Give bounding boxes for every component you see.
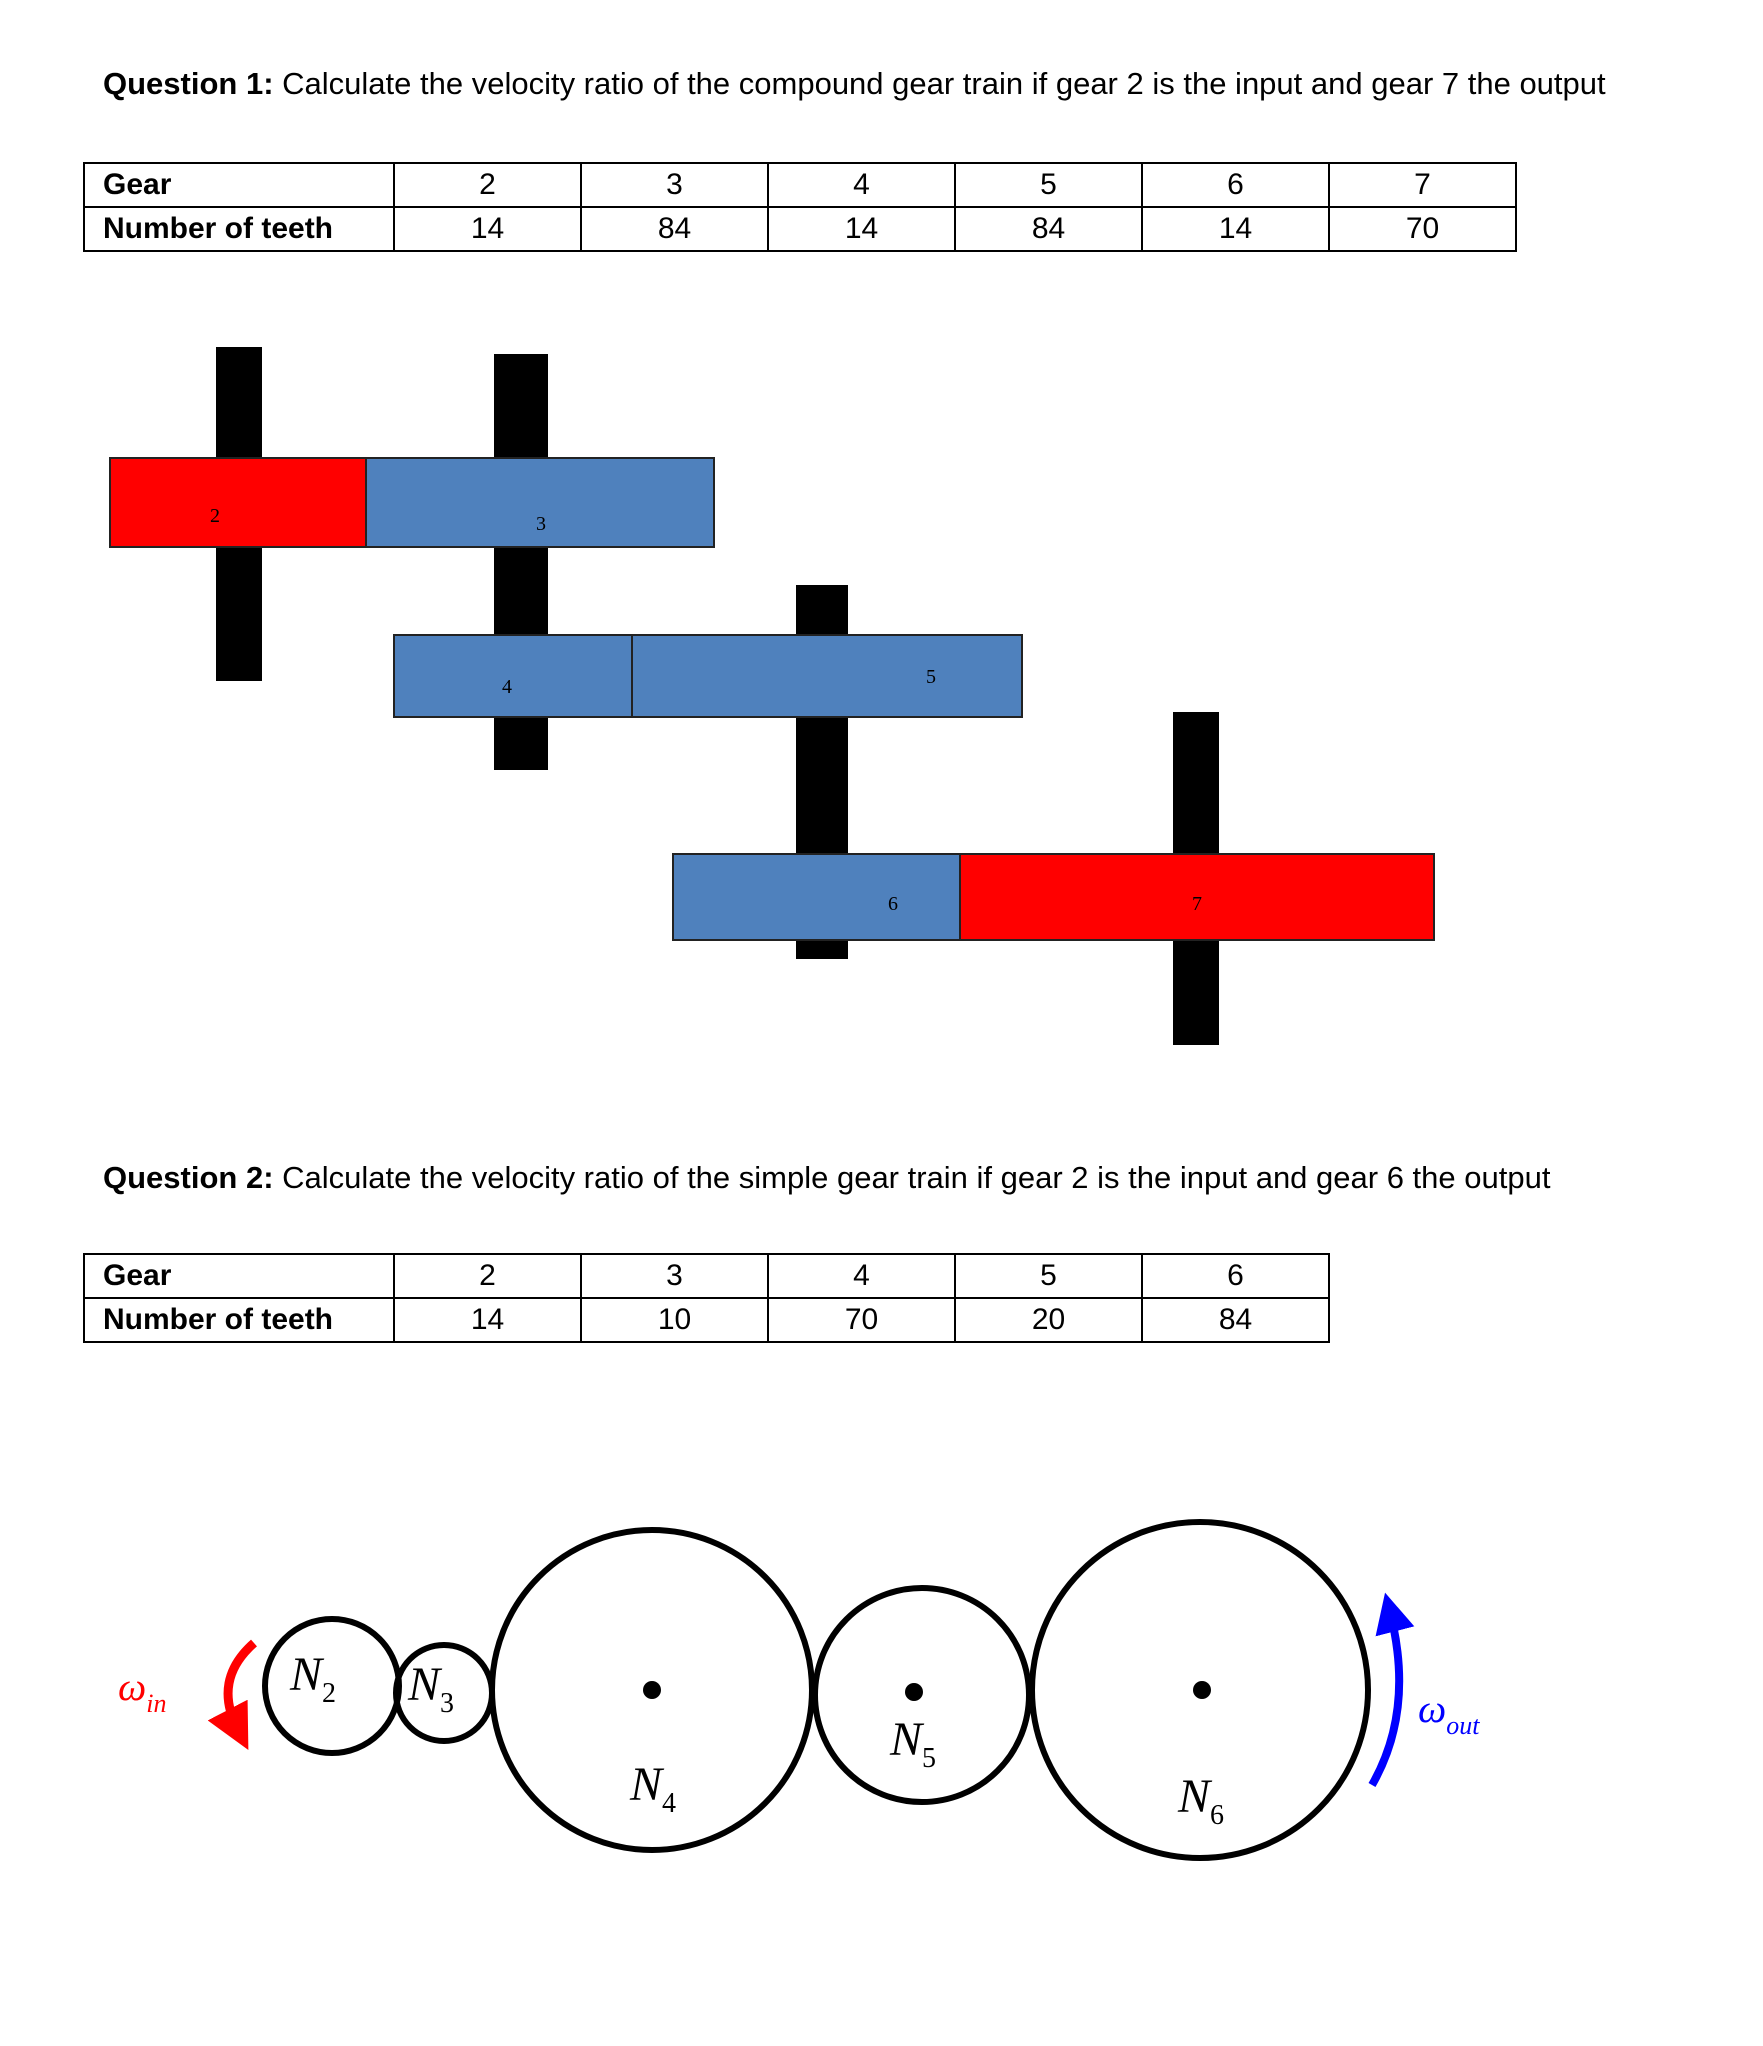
simple-gear-train-diagram xyxy=(0,1440,1763,1890)
teeth-header: Number of teeth xyxy=(84,207,394,251)
omega-symbol: ω xyxy=(118,1664,147,1709)
gear-n4-center xyxy=(643,1681,661,1699)
gear-cell: 4 xyxy=(768,1254,955,1298)
gear-cell: 5 xyxy=(955,1254,1142,1298)
teeth-cell: 10 xyxy=(581,1298,768,1342)
gear-subscript: 3 xyxy=(440,1688,455,1719)
gear-5 xyxy=(632,635,1022,717)
gear-symbol: N xyxy=(890,1713,923,1766)
table-row xyxy=(84,1254,1329,1298)
gear-header: Gear xyxy=(84,1254,394,1298)
omega-in-label xyxy=(118,1664,166,1718)
teeth-cell: 84 xyxy=(955,207,1142,251)
gear-5-label: 5 xyxy=(926,666,936,688)
question-2-text xyxy=(103,1160,1550,1196)
gear-n6-center xyxy=(1193,1681,1211,1699)
output-rotation-arrow xyxy=(1372,1612,1399,1785)
gear-4-label: 4 xyxy=(502,676,512,698)
gear-cell: 7 xyxy=(1329,163,1516,207)
question-1-body: Calculate the velocity ratio of the compound gear train if gear 2 is the input and gear 7 the output xyxy=(282,66,1606,101)
teeth-cell: 14 xyxy=(1142,207,1329,251)
gear-cell: 2 xyxy=(394,163,581,207)
gear-symbol: N xyxy=(630,1758,663,1811)
gear-symbol: N xyxy=(1178,1770,1211,1823)
gear-subscript: 6 xyxy=(1210,1800,1225,1831)
gear-symbol: N xyxy=(290,1648,323,1701)
teeth-header: Number of teeth xyxy=(84,1298,394,1342)
teeth-cell: 14 xyxy=(768,207,955,251)
question-2-body: Calculate the velocity ratio of the simple gear train if gear 2 is the input and gear 6 the output xyxy=(282,1160,1551,1195)
teeth-cell: 14 xyxy=(394,207,581,251)
gear-table-2 xyxy=(83,1253,1330,1343)
gear-subscript: 2 xyxy=(322,1678,337,1709)
table-row xyxy=(84,1298,1329,1342)
teeth-cell: 14 xyxy=(394,1298,581,1342)
gear-6 xyxy=(673,854,960,940)
gear-cell: 3 xyxy=(581,163,768,207)
gear-subscript: 4 xyxy=(662,1788,677,1819)
omega-symbol: ω xyxy=(1418,1686,1447,1731)
omega-out-label xyxy=(1418,1686,1480,1740)
input-rotation-arrow xyxy=(228,1643,254,1730)
gear-cell: 4 xyxy=(768,163,955,207)
gear-6-label: 6 xyxy=(888,893,898,915)
gear-7-label: 7 xyxy=(1192,893,1202,915)
teeth-cell: 84 xyxy=(1142,1298,1329,1342)
gear-cell: 6 xyxy=(1142,1254,1329,1298)
gear-n2-label xyxy=(289,1648,336,1709)
gear-n5-label xyxy=(889,1713,936,1774)
gear-symbol: N xyxy=(408,1658,441,1711)
gear-4 xyxy=(394,635,632,717)
teeth-cell: 70 xyxy=(768,1298,955,1342)
gear-cell: 5 xyxy=(955,163,1142,207)
gear-n5-center xyxy=(905,1683,923,1701)
question-1-label: Question 1: xyxy=(103,66,274,101)
question-2-label: Question 2: xyxy=(103,1160,274,1195)
gear-n3-label xyxy=(407,1658,454,1719)
gear-n6-label xyxy=(1177,1770,1224,1831)
omega-out-subscript: out xyxy=(1446,1711,1480,1740)
omega-in-subscript: in xyxy=(146,1689,167,1718)
gear-header: Gear xyxy=(84,163,394,207)
gear-cell: 6 xyxy=(1142,163,1329,207)
gear-2-label: 2 xyxy=(210,505,220,527)
gear-3-label: 3 xyxy=(536,513,546,535)
gear-cell: 3 xyxy=(581,1254,768,1298)
teeth-cell: 84 xyxy=(581,207,768,251)
gear-n4-label xyxy=(629,1758,676,1819)
gear-subscript: 5 xyxy=(922,1743,937,1774)
gear-2 xyxy=(110,458,366,547)
teeth-cell: 70 xyxy=(1329,207,1516,251)
gear-cell: 2 xyxy=(394,1254,581,1298)
teeth-cell: 20 xyxy=(955,1298,1142,1342)
